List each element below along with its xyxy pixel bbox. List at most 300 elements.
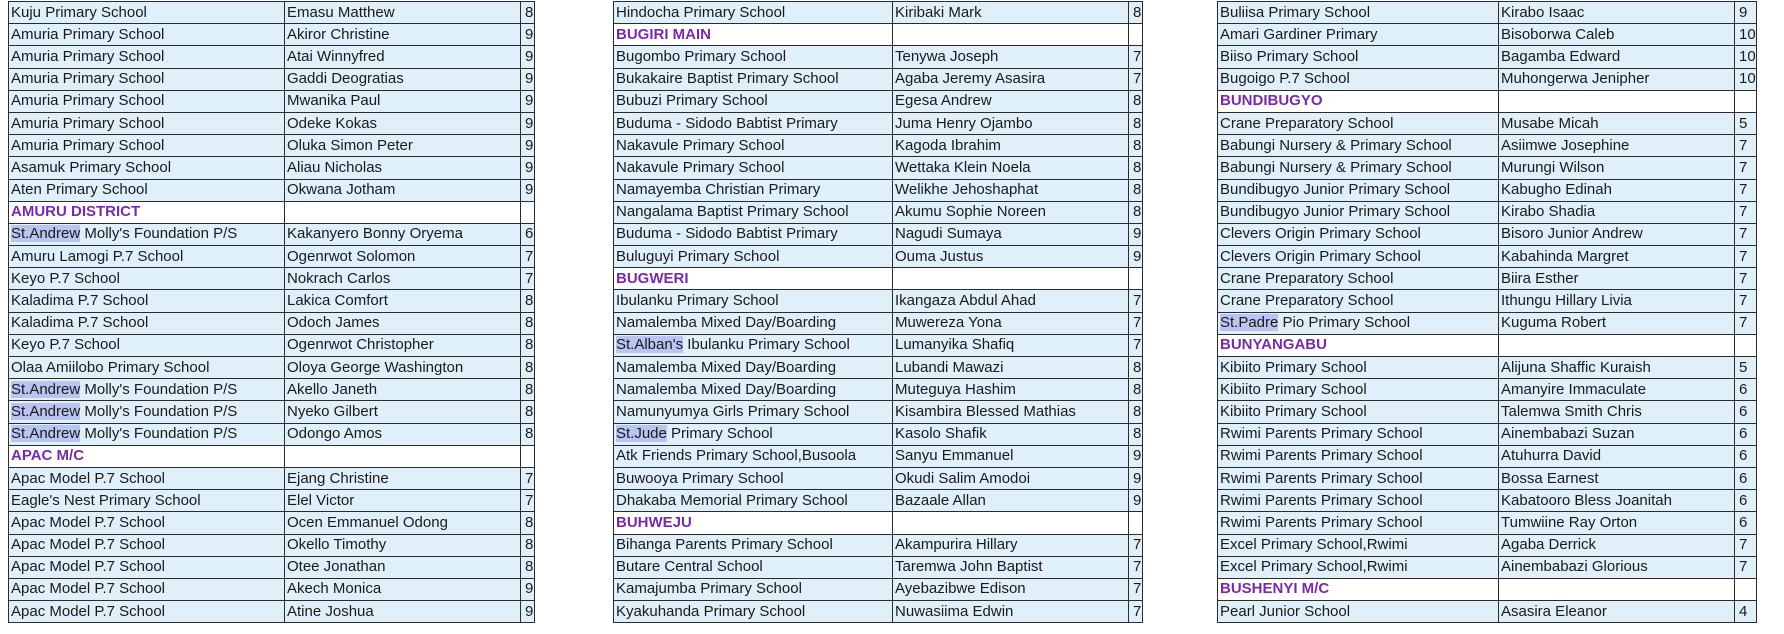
pupil-cell[interactable]: Musabe Micah (1499, 112, 1735, 134)
pupil-cell[interactable]: Ogenrwot Christopher (285, 334, 521, 356)
score-cell[interactable]: 9 (1129, 490, 1143, 512)
score-cell[interactable]: 9 (521, 601, 535, 623)
empty-cell[interactable] (521, 445, 535, 467)
school-cell[interactable]: Amuria Primary School (9, 24, 285, 46)
pupil-cell[interactable]: Alijuna Shaffic Kuraish (1499, 357, 1735, 379)
table-row (614, 556, 1143, 578)
table-row (614, 2, 1143, 24)
score-cell[interactable]: 8 (521, 312, 535, 334)
score-cell[interactable]: 9 (521, 68, 535, 90)
district-name[interactable]: BUHWEJU (614, 512, 893, 534)
school-cell[interactable] (1218, 312, 1499, 334)
district-name[interactable]: BUNYANGABU (1218, 334, 1499, 356)
pupil-cell[interactable]: Emasu Matthew (285, 2, 521, 24)
pupil-cell[interactable]: Asasira Eleanor (1499, 601, 1735, 623)
score-cell[interactable]: 7 (1735, 268, 1757, 290)
school-cell[interactable]: Crane Preparatory School (1218, 112, 1499, 134)
score-cell[interactable]: 4 (1735, 601, 1757, 623)
pupil-cell[interactable]: Aliau Nicholas (285, 157, 521, 179)
pupil-cell[interactable]: Egesa Andrew (893, 90, 1129, 112)
table-row (9, 312, 535, 334)
score-cell[interactable]: 8 (1129, 90, 1143, 112)
score-cell[interactable]: 7 (521, 490, 535, 512)
empty-cell[interactable] (1129, 268, 1143, 290)
school-cell[interactable]: Amuria Primary School (9, 135, 285, 157)
pupil-cell[interactable]: Bagamba Edward (1499, 46, 1735, 68)
empty-cell[interactable] (1129, 24, 1143, 46)
score-cell[interactable]: 7 (1735, 223, 1757, 245)
table-row (9, 157, 535, 179)
school-cell[interactable]: Eagle's Nest Primary School (9, 490, 285, 512)
pupil-cell[interactable]: Kakanyero Bonny Oryema (285, 223, 521, 245)
pupil-cell[interactable]: Ikangaza Abdul Ahad (893, 290, 1129, 312)
score-cell[interactable]: 8 (1129, 135, 1143, 157)
score-cell[interactable]: 8 (521, 379, 535, 401)
pupil-cell[interactable]: Ejang Christine (285, 467, 521, 489)
table-row (1218, 290, 1757, 312)
school-cell[interactable]: Apac Model P.7 School (9, 467, 285, 489)
empty-cell[interactable] (893, 512, 1129, 534)
score-cell[interactable]: 7 (521, 246, 535, 268)
school-cell[interactable]: Buluguyi Primary School (614, 246, 893, 268)
school-cell[interactable]: Kyakuhanda Primary School (614, 601, 893, 623)
score-cell[interactable]: 10 (1735, 46, 1757, 68)
school-cell[interactable] (9, 223, 285, 245)
school-cell[interactable] (9, 379, 285, 401)
score-cell[interactable]: 10 (1735, 68, 1757, 90)
district-header-row (9, 201, 535, 223)
school-name-rest: Ibulanku Primary School (683, 336, 850, 354)
district-name[interactable]: BUGWERI (614, 268, 893, 290)
pupil-cell[interactable]: Welikhe Jehoshaphat (893, 179, 1129, 201)
school-cell[interactable]: Buwooya Primary School (614, 467, 893, 489)
district-header-row (614, 268, 1143, 290)
table-row (9, 290, 535, 312)
empty-cell[interactable] (285, 445, 521, 467)
table-row (1218, 445, 1757, 467)
pupil-cell[interactable]: Ayebazibwe Edison (893, 578, 1129, 600)
pupil-cell[interactable]: Murungi Wilson (1499, 157, 1735, 179)
school-cell[interactable]: Bugoigo P.7 School (1218, 68, 1499, 90)
pupil-cell[interactable]: Bisoborwa Caleb (1499, 24, 1735, 46)
school-name-rest: Pio Primary School (1278, 314, 1411, 332)
school-cell[interactable]: Atk Friends Primary School,Busoola (614, 445, 893, 467)
score-cell[interactable]: 7 (1129, 334, 1143, 356)
score-cell[interactable]: 7 (1129, 578, 1143, 600)
pupil-cell[interactable]: Talemwa Smith Chris (1499, 401, 1735, 423)
score-cell[interactable]: 6 (1735, 445, 1757, 467)
pupil-cell[interactable]: Kirabo Isaac (1499, 2, 1735, 24)
score-cell[interactable]: 6 (1735, 379, 1757, 401)
score-cell[interactable]: 7 (1129, 534, 1143, 556)
pupil-cell[interactable]: Muwereza Yona (893, 312, 1129, 334)
pupil-cell[interactable]: Kiribaki Mark (893, 2, 1129, 24)
pupil-cell[interactable]: Agaba Derrick (1499, 534, 1735, 556)
score-cell[interactable]: 6 (521, 223, 535, 245)
score-cell[interactable]: 7 (1129, 46, 1143, 68)
school-cell[interactable]: Babungi Nursery & Primary School (1218, 157, 1499, 179)
score-cell[interactable]: 9 (1129, 467, 1143, 489)
table-row (1218, 68, 1757, 90)
district-name[interactable]: BUNDIBUGYO (1218, 90, 1499, 112)
score-cell[interactable]: 8 (1129, 401, 1143, 423)
table-row (614, 223, 1143, 245)
school-cell[interactable] (614, 334, 893, 356)
pupil-cell[interactable]: Kasolo Shafik (893, 423, 1129, 445)
pupil-cell[interactable]: Kuguma Robert (1499, 312, 1735, 334)
empty-cell[interactable] (1735, 334, 1757, 356)
table-row (614, 334, 1143, 356)
score-cell[interactable]: 8 (521, 423, 535, 445)
table-row (9, 578, 535, 600)
table-row (9, 46, 535, 68)
school-cell[interactable]: Amuria Primary School (9, 112, 285, 134)
score-cell[interactable]: 8 (1129, 201, 1143, 223)
score-cell[interactable]: 9 (1735, 2, 1757, 24)
table-row (1218, 534, 1757, 556)
pupil-cell[interactable]: Kisambira Blessed Mathias (893, 401, 1129, 423)
table-row (9, 601, 535, 623)
pupil-cell[interactable]: Lumanyika Shafiq (893, 334, 1129, 356)
score-cell[interactable]: 7 (1735, 135, 1757, 157)
empty-cell[interactable] (1735, 578, 1757, 600)
table-row (614, 246, 1143, 268)
score-cell[interactable]: 7 (1735, 534, 1757, 556)
school-cell[interactable]: Bundibugyo Junior Primary School (1218, 201, 1499, 223)
score-cell[interactable]: 6 (1735, 490, 1757, 512)
school-cell[interactable]: Clevers Origin Primary School (1218, 223, 1499, 245)
pupil-cell[interactable]: Otee Jonathan (285, 556, 521, 578)
school-cell[interactable]: Apac Model P.7 School (9, 601, 285, 623)
table-row (614, 578, 1143, 600)
district-name[interactable]: APAC M/C (9, 445, 285, 467)
district-header-row (614, 24, 1143, 46)
pupil-cell[interactable]: Akiror Christine (285, 24, 521, 46)
table-row (1218, 179, 1757, 201)
school-cell[interactable]: Namalemba Mixed Day/Boarding (614, 357, 893, 379)
school-cell[interactable]: Crane Preparatory School (1218, 268, 1499, 290)
school-cell[interactable]: Bukakaire Baptist Primary School (614, 68, 893, 90)
pupil-cell[interactable]: Nyeko Gilbert (285, 401, 521, 423)
score-cell[interactable]: 7 (1129, 68, 1143, 90)
empty-cell[interactable] (285, 201, 521, 223)
empty-cell[interactable] (1499, 90, 1735, 112)
score-cell[interactable]: 7 (1129, 290, 1143, 312)
score-cell[interactable]: 9 (521, 46, 535, 68)
pupil-cell[interactable]: Bisoro Junior Andrew (1499, 223, 1735, 245)
school-cell[interactable]: Butare Central School (614, 556, 893, 578)
school-cell[interactable]: Apac Model P.7 School (9, 556, 285, 578)
district-header-row (9, 445, 535, 467)
pupil-cell[interactable]: Akampurira Hillary (893, 534, 1129, 556)
pupil-cell[interactable]: Kirabo Shadia (1499, 201, 1735, 223)
pupil-cell[interactable]: Atai Winnyfred (285, 46, 521, 68)
table-row (1218, 312, 1757, 334)
score-cell[interactable]: 8 (521, 2, 535, 24)
school-cell[interactable]: Asamuk Primary School (9, 157, 285, 179)
school-cell[interactable]: Ibulanku Primary School (614, 290, 893, 312)
pupil-cell[interactable]: Asiimwe Josephine (1499, 135, 1735, 157)
school-cell[interactable]: Namunyumya Girls Primary School (614, 401, 893, 423)
pupil-cell[interactable]: Agaba Jeremy Asasira (893, 68, 1129, 90)
pupil-cell[interactable]: Akech Monica (285, 578, 521, 600)
table-row (9, 334, 535, 356)
score-cell[interactable]: 9 (521, 578, 535, 600)
pupil-cell[interactable]: Juma Henry Ojambo (893, 112, 1129, 134)
score-cell[interactable]: 7 (521, 268, 535, 290)
score-cell[interactable]: 9 (521, 157, 535, 179)
school-cell[interactable]: Bubuzi Primary School (614, 90, 893, 112)
pupil-cell[interactable]: Amanyire Immaculate (1499, 379, 1735, 401)
pupil-cell[interactable]: Kagoda Ibrahim (893, 135, 1129, 157)
empty-cell[interactable] (1499, 578, 1735, 600)
school-cell[interactable]: Nakavule Primary School (614, 157, 893, 179)
pupil-cell[interactable]: Kabahinda Margret (1499, 246, 1735, 268)
table-row (1218, 601, 1757, 623)
pupil-cell[interactable]: Sanyu Emmanuel (893, 445, 1129, 467)
pupil-cell[interactable]: Okello Timothy (285, 534, 521, 556)
school-cell[interactable]: Buliisa Primary School (1218, 2, 1499, 24)
pupil-cell[interactable]: Gaddi Deogratias (285, 68, 521, 90)
school-cell[interactable]: Bihanga Parents Primary School (614, 534, 893, 556)
school-cell[interactable]: Namayemba Christian Primary (614, 179, 893, 201)
school-cell[interactable] (9, 423, 285, 445)
pupil-cell[interactable]: Bossa Earnest (1499, 467, 1735, 489)
score-cell[interactable]: 10 (1735, 24, 1757, 46)
score-cell[interactable]: 7 (1735, 246, 1757, 268)
score-cell[interactable]: 7 (1735, 157, 1757, 179)
score-cell[interactable]: 8 (1129, 2, 1143, 24)
score-cell[interactable]: 7 (1129, 601, 1143, 623)
pupil-cell[interactable]: Okudi Salim Amodoi (893, 467, 1129, 489)
pupil-cell[interactable]: Okwana Jotham (285, 179, 521, 201)
score-cell[interactable]: 9 (1129, 223, 1143, 245)
school-cell[interactable]: Kaladima P.7 School (9, 290, 285, 312)
school-cell[interactable]: Bugombo Primary School (614, 46, 893, 68)
district-name[interactable]: BUGIRI MAIN (614, 24, 893, 46)
score-cell[interactable]: 8 (521, 357, 535, 379)
pupil-cell[interactable]: Nokrach Carlos (285, 268, 521, 290)
school-cell[interactable]: Apac Model P.7 School (9, 512, 285, 534)
table-row (9, 379, 535, 401)
score-cell[interactable]: 9 (1129, 246, 1143, 268)
school-cell[interactable]: Nangalama Baptist Primary School (614, 201, 893, 223)
table-body (9, 2, 535, 623)
score-cell[interactable]: 9 (521, 179, 535, 201)
score-cell[interactable]: 7 (521, 467, 535, 489)
district-header-row (1218, 334, 1757, 356)
pupil-cell[interactable]: Muhongerwa Jenipher (1499, 68, 1735, 90)
score-cell[interactable]: 6 (1735, 512, 1757, 534)
pupil-cell[interactable]: Wettaka Klein Noela (893, 157, 1129, 179)
score-cell[interactable]: 8 (521, 556, 535, 578)
pupil-cell[interactable]: Nagudi Sumaya (893, 223, 1129, 245)
score-cell[interactable]: 8 (1129, 423, 1143, 445)
score-cell[interactable]: 7 (1129, 556, 1143, 578)
pupil-cell[interactable]: Lubandi Mawazi (893, 357, 1129, 379)
table-row (614, 467, 1143, 489)
score-cell[interactable]: 9 (1129, 445, 1143, 467)
score-cell[interactable]: 8 (521, 512, 535, 534)
school-cell[interactable]: Rwimi Parents Primary School (1218, 467, 1499, 489)
school-name-rest: Primary School (666, 425, 773, 443)
school-cell[interactable]: Namalemba Mixed Day/Boarding (614, 312, 893, 334)
school-cell[interactable]: Amuria Primary School (9, 90, 285, 112)
school-cell[interactable] (614, 423, 893, 445)
school-cell[interactable]: Excel Primary School,Rwimi (1218, 556, 1499, 578)
pupil-cell[interactable]: Akumu Sophie Noreen (893, 201, 1129, 223)
school-cell[interactable]: Amuria Primary School (9, 46, 285, 68)
pupil-cell[interactable]: Ocen Emmanuel Odong (285, 512, 521, 534)
pupil-cell[interactable]: Atuhurra David (1499, 445, 1735, 467)
score-cell[interactable]: 5 (1735, 357, 1757, 379)
school-cell[interactable]: Rwimi Parents Primary School (1218, 512, 1499, 534)
score-cell[interactable]: 8 (521, 290, 535, 312)
score-cell[interactable]: 7 (1735, 556, 1757, 578)
school-cell[interactable]: Pearl Junior School (1218, 601, 1499, 623)
highlighted-text: St.Andrew (11, 402, 81, 420)
empty-cell[interactable] (521, 201, 535, 223)
school-cell[interactable]: Olaa Amiilobo Primary School (9, 357, 285, 379)
score-cell[interactable]: 7 (1735, 179, 1757, 201)
table-row (9, 223, 535, 245)
school-cell[interactable]: Nakavule Primary School (614, 135, 893, 157)
school-cell[interactable]: Keyo P.7 School (9, 334, 285, 356)
school-cell[interactable]: Kuju Primary School (9, 2, 285, 24)
pupil-cell[interactable]: Bazaale Allan (893, 490, 1129, 512)
pupil-cell[interactable]: Odoch James (285, 312, 521, 334)
pupil-cell[interactable]: Odeke Kokas (285, 112, 521, 134)
pupil-cell[interactable]: Tumwiine Ray Orton (1499, 512, 1735, 534)
school-cell[interactable]: Buduma - Sidodo Babtist Primary (614, 112, 893, 134)
school-cell[interactable]: Kibiito Primary School (1218, 357, 1499, 379)
pupil-cell[interactable]: Kabugho Edinah (1499, 179, 1735, 201)
school-name-rest: Molly's Foundation P/S (80, 402, 238, 420)
school-cell[interactable]: Kaladima P.7 School (9, 312, 285, 334)
score-cell[interactable]: 7 (1735, 201, 1757, 223)
score-cell[interactable]: 7 (1735, 290, 1757, 312)
pupil-cell[interactable]: Oluka Simon Peter (285, 135, 521, 157)
school-name-rest: Molly's Foundation P/S (80, 425, 238, 443)
score-cell[interactable]: 9 (521, 90, 535, 112)
score-cell[interactable]: 8 (1129, 379, 1143, 401)
table-row (1218, 2, 1757, 24)
district-name[interactable]: BUSHENYI M/C (1218, 578, 1499, 600)
score-cell[interactable]: 8 (521, 334, 535, 356)
score-cell[interactable]: 7 (1735, 312, 1757, 334)
pupil-cell[interactable]: Tenywa Joseph (893, 46, 1129, 68)
empty-cell[interactable] (1499, 334, 1735, 356)
table-row (1218, 157, 1757, 179)
school-cell[interactable]: Apac Model P.7 School (9, 534, 285, 556)
school-cell[interactable]: Rwimi Parents Primary School (1218, 490, 1499, 512)
pupil-cell[interactable]: Kabatooro Bless Joanitah (1499, 490, 1735, 512)
pupil-cell[interactable]: Odongo Amos (285, 423, 521, 445)
school-cell[interactable]: Bundibugyo Junior Primary School (1218, 179, 1499, 201)
empty-cell[interactable] (893, 24, 1129, 46)
table-row (1218, 46, 1757, 68)
score-cell[interactable]: 6 (1735, 423, 1757, 445)
score-cell[interactable]: 6 (1735, 467, 1757, 489)
pupil-cell[interactable]: Akello Janeth (285, 379, 521, 401)
school-cell[interactable]: Amari Gardiner Primary (1218, 24, 1499, 46)
score-cell[interactable]: 8 (1129, 112, 1143, 134)
pupil-cell[interactable]: Taremwa John Baptist (893, 556, 1129, 578)
score-cell[interactable]: 8 (1129, 179, 1143, 201)
pupil-cell[interactable]: Ogenrwot Solomon (285, 246, 521, 268)
school-cell[interactable]: Aten Primary School (9, 179, 285, 201)
score-cell[interactable]: 8 (1129, 357, 1143, 379)
empty-cell[interactable] (893, 268, 1129, 290)
table-row (9, 24, 535, 46)
school-cell[interactable]: Babungi Nursery & Primary School (1218, 135, 1499, 157)
school-cell[interactable]: Amuria Primary School (9, 68, 285, 90)
pupil-cell[interactable]: Muteguya Hashim (893, 379, 1129, 401)
results-table-left (8, 1, 535, 623)
school-cell[interactable]: Amuru Lamogi P.7 School (9, 246, 285, 268)
pupil-cell[interactable]: Oloya George Washington (285, 357, 521, 379)
table-row (9, 512, 535, 534)
school-cell[interactable]: Keyo P.7 School (9, 268, 285, 290)
pupil-cell[interactable]: Ainembabazi Glorious (1499, 556, 1735, 578)
score-cell[interactable]: 8 (521, 401, 535, 423)
score-cell[interactable]: 6 (1735, 401, 1757, 423)
pupil-cell[interactable]: Atine Joshua (285, 601, 521, 623)
district-header-row (1218, 578, 1757, 600)
school-cell[interactable]: Excel Primary School,Rwimi (1218, 534, 1499, 556)
table-row (1218, 401, 1757, 423)
pupil-cell[interactable]: Ithungu Hillary Livia (1499, 290, 1735, 312)
school-cell[interactable]: Kamajumba Primary School (614, 578, 893, 600)
school-cell[interactable]: Rwimi Parents Primary School (1218, 445, 1499, 467)
school-cell[interactable]: Dhakaba Memorial Primary School (614, 490, 893, 512)
empty-cell[interactable] (1129, 512, 1143, 534)
school-cell[interactable]: Crane Preparatory School (1218, 290, 1499, 312)
table-row (614, 312, 1143, 334)
pupil-cell[interactable]: Mwanika Paul (285, 90, 521, 112)
table-row (9, 135, 535, 157)
school-cell[interactable]: Namalemba Mixed Day/Boarding (614, 379, 893, 401)
school-cell[interactable]: Apac Model P.7 School (9, 578, 285, 600)
score-cell[interactable]: 9 (521, 112, 535, 134)
table-row (1218, 268, 1757, 290)
score-cell[interactable]: 9 (521, 24, 535, 46)
school-cell[interactable]: Clevers Origin Primary School (1218, 246, 1499, 268)
pupil-cell[interactable]: Nuwasiima Edwin (893, 601, 1129, 623)
score-cell[interactable]: 5 (1735, 112, 1757, 134)
district-name[interactable]: AMURU DISTRICT (9, 201, 285, 223)
pupil-cell[interactable]: Lakica Comfort (285, 290, 521, 312)
school-cell[interactable]: Rwimi Parents Primary School (1218, 423, 1499, 445)
pupil-cell[interactable]: Ainembabazi Suzan (1499, 423, 1735, 445)
score-cell[interactable]: 7 (1129, 312, 1143, 334)
score-cell[interactable]: 9 (521, 135, 535, 157)
school-cell[interactable]: Kibiito Primary School (1218, 401, 1499, 423)
school-cell[interactable]: Buduma - Sidodo Babtist Primary (614, 223, 893, 245)
school-cell[interactable]: Hindocha Primary School (614, 2, 893, 24)
pupil-cell[interactable]: Biira Esther (1499, 268, 1735, 290)
table-row (614, 534, 1143, 556)
school-cell[interactable]: Kibiito Primary School (1218, 379, 1499, 401)
school-cell[interactable] (9, 401, 285, 423)
pupil-cell[interactable]: Ouma Justus (893, 246, 1129, 268)
school-cell[interactable]: Biiso Primary School (1218, 46, 1499, 68)
table-row (614, 401, 1143, 423)
pupil-cell[interactable]: Elel Victor (285, 490, 521, 512)
score-cell[interactable]: 8 (1129, 157, 1143, 179)
score-cell[interactable]: 8 (521, 534, 535, 556)
empty-cell[interactable] (1735, 90, 1757, 112)
